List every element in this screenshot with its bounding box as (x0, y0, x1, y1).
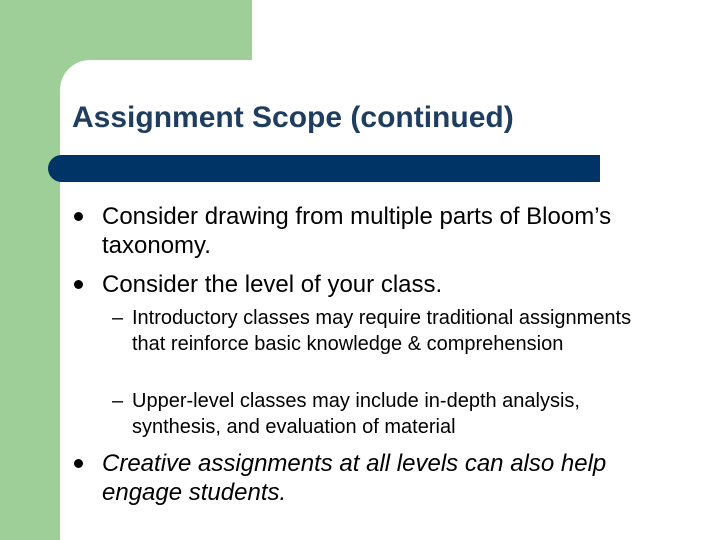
title-underline-bar (48, 155, 600, 182)
slide-title: Assignment Scope (continued) (72, 101, 514, 134)
bullet-dot-2 (74, 280, 83, 289)
bullet-text-2: Consider the level of your class. (102, 271, 443, 298)
bullet-dot-3 (74, 459, 83, 468)
sub-bullet-text-1: Introductory classes may require traditional assignments that reinforce basic knowledge & comprehension (132, 307, 632, 355)
bullet-dot-1 (74, 212, 83, 221)
bullet-text-1: Consider drawing from multiple parts of Bloom’s taxonomy. (102, 203, 612, 259)
bullet-text-3: Creative assignments at all levels can also help engage students. (102, 450, 607, 506)
sub-bullet-marker-2: – (112, 390, 124, 412)
green-left-strip (0, 0, 60, 540)
sub-bullet-text-2: Upper-level classes may include in-depth analysis, synthesis, and evaluation of material (132, 390, 580, 438)
sub-bullet-marker-1: – (112, 307, 124, 329)
